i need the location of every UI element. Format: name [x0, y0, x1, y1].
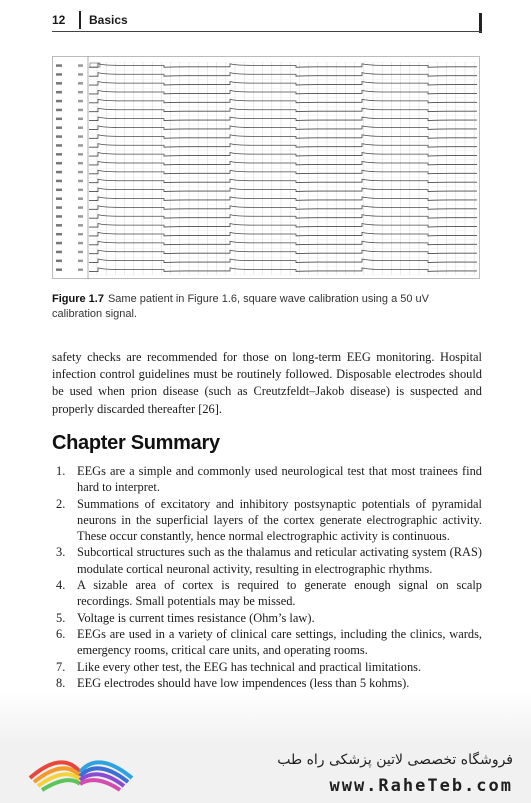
channel-label-mark	[56, 260, 62, 263]
channel-label-mark	[56, 118, 62, 121]
summary-item-text: EEGs are used in a variety of clinical care settings, including the clinics, wards, emergency rooms, critical care units, and operating rooms.	[77, 626, 482, 658]
channel-label-mark	[56, 197, 62, 200]
channel-label-mark	[78, 180, 83, 183]
channel-label-mark	[78, 135, 83, 138]
channel-label-mark	[56, 135, 62, 138]
channel-label-mark	[56, 64, 62, 67]
channel-label-mark	[78, 153, 83, 156]
summary-item	[52, 626, 482, 659]
channel-label-mark	[56, 100, 62, 103]
summary-item-text: A sizable area of cortex is required to generate enough signal on scalp recordings. Small potentials may be missed.	[77, 578, 482, 609]
channel-label-mark	[78, 224, 83, 227]
header-rule	[52, 31, 482, 32]
channel-label-mark	[56, 215, 62, 218]
summary-item	[52, 463, 482, 496]
channel-label-mark	[78, 233, 83, 236]
running-header	[52, 11, 482, 33]
channel-label-mark	[56, 189, 62, 192]
summary-item	[52, 675, 482, 691]
summary-item	[52, 659, 482, 675]
channel-label-mark	[78, 162, 83, 165]
channel-label-mark	[56, 180, 62, 183]
channel-label-mark	[78, 260, 83, 263]
summary-item-number: 6.	[56, 626, 66, 641]
figure-caption	[52, 292, 482, 322]
bottom-fade	[0, 690, 531, 745]
eeg-figure	[52, 56, 480, 279]
channel-label-mark	[78, 189, 83, 192]
channel-label-mark	[78, 144, 83, 147]
figure-frame	[53, 57, 480, 279]
channel-label-mark	[78, 109, 83, 112]
channel-label-mark	[78, 118, 83, 121]
summary-item-number: 1.	[56, 464, 66, 478]
figure-caption-text: Same patient in Figure 1.6, square wave calibration using a 50 uV calibration signal.	[52, 293, 429, 320]
channel-label-mark	[56, 144, 62, 147]
channel-label-mark	[78, 64, 83, 67]
summary-item-text: Like every other test, the EEG has technical and practical limitations.	[77, 659, 422, 674]
summary-item	[52, 496, 482, 545]
channel-label-mark	[78, 215, 83, 218]
channel-label-mark	[78, 91, 83, 94]
summary-item	[52, 577, 482, 610]
summary-item-number: 4.	[56, 578, 66, 593]
summary-item	[52, 544, 482, 577]
channel-label-mark	[56, 233, 62, 236]
open-book-logo-icon	[22, 748, 140, 800]
channel-label-mark	[78, 197, 83, 200]
channel-label-mark	[56, 206, 62, 209]
header-divider	[79, 11, 81, 29]
section-title: Basics	[89, 13, 128, 27]
channel-label-mark	[56, 242, 62, 245]
summary-item	[52, 610, 482, 626]
summary-item-number: 2.	[56, 496, 66, 511]
banner-website-link[interactable]: www.RaheTeb.com	[329, 776, 513, 796]
channel-label-mark	[78, 206, 83, 209]
channel-label-mark	[78, 251, 83, 254]
chapter-summary-heading: Chapter Summary	[52, 432, 220, 454]
channel-label-mark	[78, 82, 83, 85]
channel-label-mark	[56, 126, 62, 129]
channel-label-mark	[78, 73, 83, 76]
channel-label-mark	[56, 171, 62, 174]
channel-label-mark	[56, 268, 62, 271]
summary-item-text: Voltage is current times resistance (Ohm’s law).	[77, 610, 315, 625]
channel-label-mark	[78, 171, 83, 174]
summary-item-number: 3.	[56, 545, 66, 560]
banner-store-name: فروشگاه تخصصی لاتین پزشکی راه طب	[277, 752, 513, 768]
channel-label-mark	[78, 268, 83, 271]
summary-item-number: 7.	[56, 659, 66, 674]
summary-item-text: Summations of excitatory and inhibitory postsynaptic potentials of pyramidal neurons in the superficial layers of the cortex generate electrographic activity. These occur constantly, hence normal electrographic activity is continuous.	[77, 496, 482, 544]
channel-label-mark	[56, 82, 62, 85]
channel-label-mark	[78, 126, 83, 129]
summary-item-text: EEG electrodes should have low impendences (less than 5 kohms).	[77, 675, 410, 690]
channel-label-mark	[56, 153, 62, 156]
summary-item-text: Subcortical structures such as the thalamus and reticular activating system (RAS) modulate cortical neuronal activity, resulting in electrographic rhythms.	[77, 545, 482, 576]
summary-item-number: 8.	[56, 675, 66, 690]
channel-label-mark	[56, 251, 62, 254]
summary-item-text: EEGs are a simple and commonly used neurological test that most trainees find hard to interpret.	[77, 464, 482, 495]
channel-label-mark	[56, 91, 62, 94]
channel-label-mark	[56, 224, 62, 227]
body-paragraph: safety checks are recommended for those on long-term EEG monitoring. Hospital infection control guidelines must be routinely followed. Disposable electrodes should be used when prion disease (such as Creutzfeldt–Jakob disease) is suspected and properly discarded thereafter [26].	[52, 350, 482, 416]
summary-item-number: 5.	[56, 610, 66, 625]
channel-label-mark	[78, 100, 83, 103]
channel-label-mark	[78, 242, 83, 245]
channel-label-mark	[56, 73, 62, 76]
figure-label: Figure 1.7	[52, 293, 104, 305]
channel-label-mark	[56, 109, 62, 112]
page-number: 12	[52, 13, 66, 27]
eeg-calibration-tracing	[52, 56, 480, 279]
header-edge-bar	[479, 13, 482, 33]
chapter-summary-list	[52, 463, 482, 691]
channel-label-mark	[56, 162, 62, 165]
